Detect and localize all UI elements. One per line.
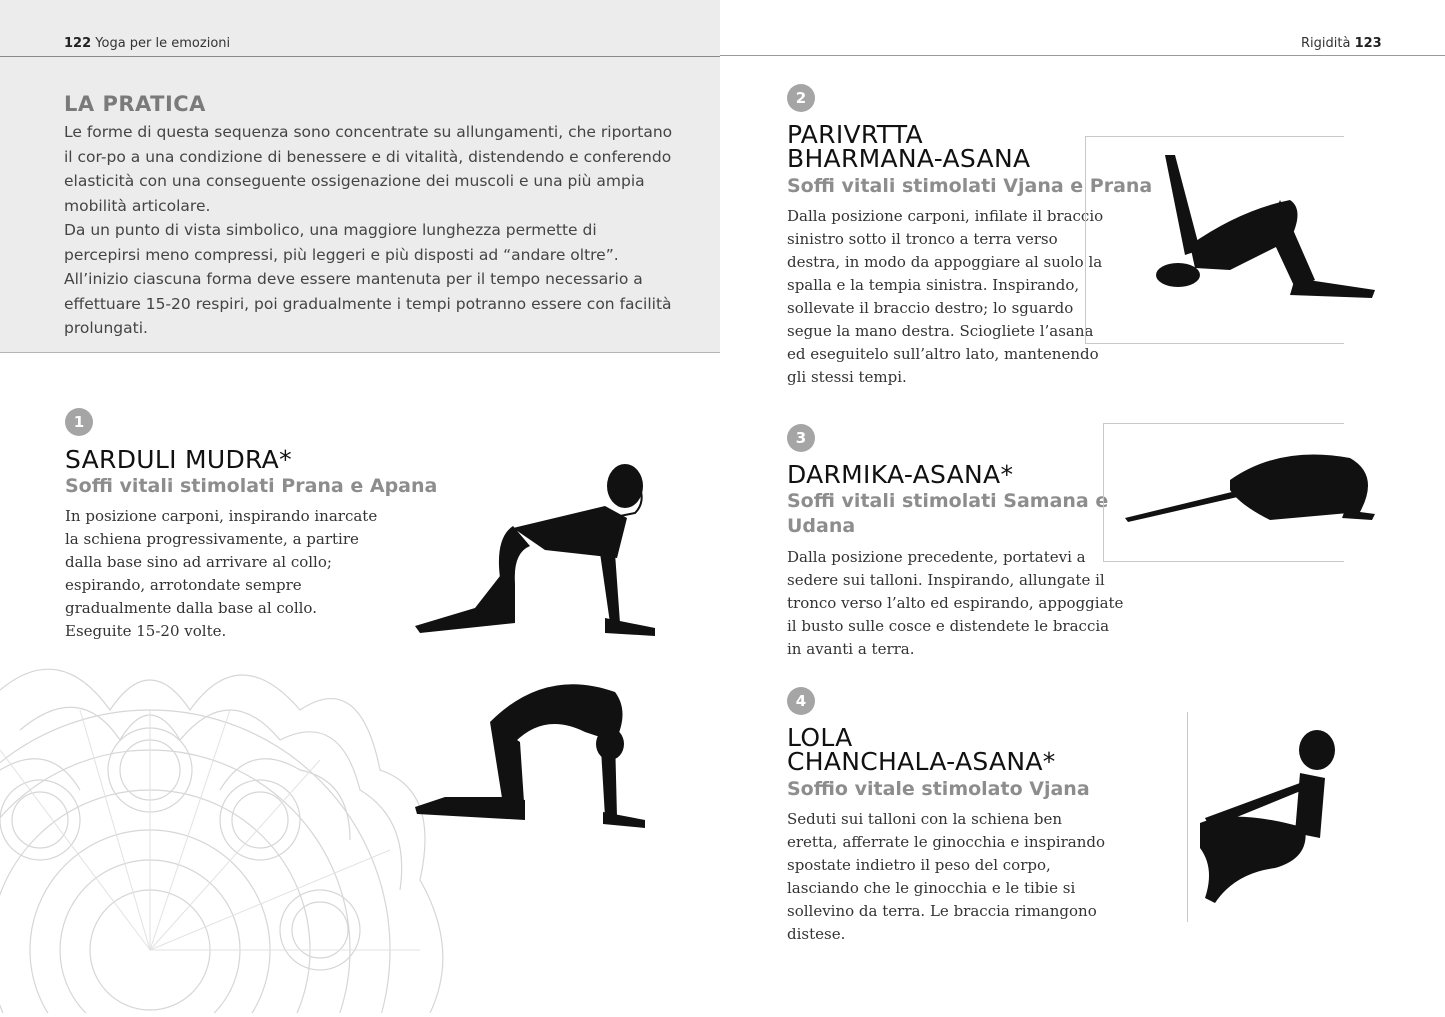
exercise-extra: Eseguite 15-20 volte.: [65, 622, 227, 640]
exercise-body: In posizione carponi, inspirando inarcate la schiena progressivamente, a partire dalla base sino ad arrivare al collo; espirando, arrotondate sempre gradualmente dalla base al collo.: [65, 507, 378, 617]
step-badge-4: 4: [787, 687, 815, 715]
exercise-subtitle: Soffi vitali stimolati Prana e Apana: [65, 475, 438, 497]
intro-paragraph: Le forme di questa sequenza sono concentrate su allungamenti, che riportano il cor-po a una condizione di benessere e di vitalità, distendendo e conferendo elasticità con una conseguente ossigenazione dei muscoli e una più ampia mobilità articolare.: [64, 123, 673, 215]
exercise-title-line: CHANCHALA-ASANA*: [787, 747, 1056, 776]
illustration-frame-line: [1187, 712, 1188, 922]
chapter-title: Rigidità: [1301, 36, 1351, 51]
exercise-subtitle: [787, 489, 1108, 539]
page-number-left: 122: [64, 36, 92, 51]
exercise-title-line: LOLA: [787, 723, 853, 752]
cat-pose-figure: [405, 672, 665, 837]
exercise-subtitle: Soffio vitale stimolato Vjana: [787, 778, 1090, 800]
step-badge-2: 2: [787, 84, 815, 112]
exercise-description: [65, 505, 387, 643]
intro-paragraph: All’inizio ciascuna forma deve essere mantenuta per il tempo necessario a effettuare 15-20 respiri, poi gradualmente i tempi potranno essere con facilità prolungati.: [64, 270, 672, 337]
exercise-title: [787, 723, 1056, 776]
balancing-seated-figure: [1195, 728, 1345, 908]
exercise-title: DARMIKA-ASANA*: [787, 460, 1014, 489]
step-badge-1: 1: [65, 408, 93, 436]
exercise-subtitle-line: Soffi vitali stimolati Samana e: [787, 490, 1109, 512]
header-divider-right: [720, 55, 1445, 56]
step-badge-3: 3: [787, 424, 815, 452]
exercise-body: Seduti sui talloni con la schiena ben eretta, afferrate le ginocchia e inspirando spostate indietro il peso del corpo, lasciando che le ginocchia e le tibie si sollevino da terra. Le braccia rimangono distese.: [787, 810, 1106, 943]
extended-child-pose-figure: [1120, 450, 1380, 530]
exercise-title-line: BHARMANA-ASANA: [787, 144, 1031, 173]
book-title: Yoga per le emozioni: [95, 36, 231, 51]
mandala-decoration: [0, 650, 450, 1013]
running-head-right: [1301, 36, 1382, 51]
exercise-title: [787, 120, 1031, 173]
exercise-subtitle: Soffi vitali stimolati Vjana e Prana: [787, 175, 1153, 197]
intro-paragraph: Da un punto di vista simbolico, una maggiore lunghezza permette di percepirsi meno compressi, più leggeri e più disposti ad “andare oltre”.: [64, 221, 619, 264]
intro-text: [64, 120, 674, 341]
exercise-subtitle-line: Udana: [787, 515, 856, 537]
exercise-body: Dalla posizione carponi, infilate il braccio sinistro sotto il tronco a terra verso destra, in modo da appoggiare al suolo la spalla e la tempia sinistra. Inspirando, sollevate il braccio destro; lo sguardo segue la mano destra. Sciogliete l’asana ed eseguitelo sull’altro lato, mantenendo gli stessi tempi.: [787, 207, 1104, 386]
page-number-right: 123: [1354, 36, 1382, 51]
running-head-left: [64, 36, 230, 51]
intro-title: LA PRATICA: [64, 92, 206, 116]
exercise-title-line: PARIVRTTA: [787, 120, 923, 149]
cow-pose-figure: [405, 458, 665, 643]
thread-the-needle-figure: [1140, 150, 1380, 310]
exercise-body: Dalla posizione precedente, portatevi a sedere sui talloni. Inspirando, allungate il tronco verso l’alto ed espirando, appoggiate il busto sulle cosce e distendete le braccia in avanti a terra.: [787, 548, 1124, 658]
exercise-title: SARDULI MUDRA*: [65, 445, 292, 474]
